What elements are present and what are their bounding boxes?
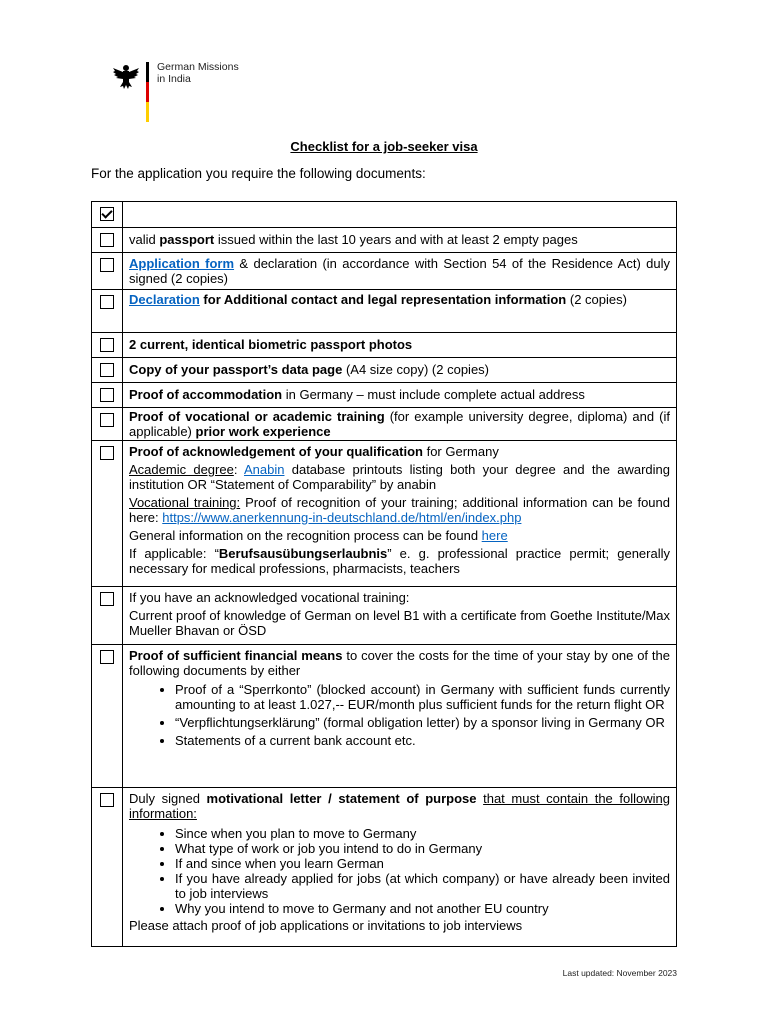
checkbox[interactable]	[100, 363, 114, 377]
checkbox[interactable]	[100, 793, 114, 807]
recognition-url-link[interactable]: https://www.anerkennung-in-deutschland.de/html/en/index.php	[162, 510, 522, 525]
checkbox[interactable]	[100, 295, 114, 309]
intro-text: For the application you require the following documents:	[91, 166, 426, 181]
checkbox[interactable]	[100, 388, 114, 402]
item-passport-copy: Copy of your passport’s data page (A4 size copy) (2 copies)	[123, 358, 677, 383]
checked-checkbox-icon[interactable]	[100, 207, 114, 221]
table-row	[92, 441, 677, 587]
list-item: • Statements of a current bank account etc.	[175, 733, 670, 748]
item-photos: 2 current, identical biometric passport photos	[123, 333, 677, 358]
table-row	[92, 290, 677, 333]
list-item: • If you have already applied for jobs (at which company) or have already been invited to job interviews	[175, 871, 670, 901]
table-row	[92, 333, 677, 358]
financial-means-list	[129, 682, 670, 748]
list-item: • Since when you plan to move to Germany	[175, 826, 670, 841]
organization-name	[157, 61, 239, 85]
item-acknowledgement: Proof of acknowledgement of your qualification for Germany Academic degree: Anabin database printouts listing both your degree and the awarding institution OR “Statement of Comparability” by anabin Vocational training: Proof of recognition of your training; additional information can be found here: https://www.anerkennung-in-deutschland.de/html/en/index.php General information on the recognition process can be found here If applicable: “Berufsausübungserlaubnis” e. g. professional practice permit; generally necessary for medical professions, pharmacists, teachers	[123, 441, 677, 587]
item-motivational-letter: Duly signed motivational letter / statement of purpose that must contain the following information: • Since when you plan to move to Germany • What type of work or job you intend to do in Germany • If and since when you learn German • If you have already applied for jobs (at which company) or have already been invited to job interviews • Why you intend to move to Germany and not another EU country Please attach proof of job applications or invitations to job interviews	[123, 788, 677, 947]
last-updated-footer: Last updated: November 2023	[562, 968, 677, 978]
item-financial-means: Proof of sufficient financial means to cover the costs for the time of your stay by one of the following documents by either • Proof of a “Sperrkonto” (blocked account) in Germany with sufficient funds currently amounting to at least 1.027,-- EUR/month plus sufficient funds for the return flight OR • “Verpflichtungserklärung” (formal obligation letter) by a sponsor living in Germany OR • Statements of a current bank account etc.	[123, 645, 677, 788]
table-row	[92, 788, 677, 947]
table-row	[92, 587, 677, 645]
item-accommodation: Proof of accommodation in Germany – must include complete actual address	[123, 383, 677, 408]
org-line-1: German Missions	[157, 61, 239, 73]
item-passport: valid passport issued within the last 10 years and with at least 2 empty pages	[123, 228, 677, 253]
header-empty-cell	[123, 202, 677, 228]
german-flag-stripe	[146, 62, 149, 122]
table-row	[92, 253, 677, 290]
page-title: Checklist for a job-seeker visa	[290, 139, 478, 154]
table-header-row	[92, 202, 677, 228]
table-row	[92, 383, 677, 408]
list-item: • What type of work or job you intend to do in Germany	[175, 841, 670, 856]
anabin-link[interactable]: Anabin	[243, 462, 285, 477]
here-link[interactable]: here	[481, 528, 508, 543]
item-training: Proof of vocational or academic training (for example university degree, diploma) and (if applicable) prior work experience	[123, 408, 677, 441]
table-row	[92, 358, 677, 383]
federal-eagle-icon	[112, 62, 140, 90]
item-declaration: Declaration for Additional contact and legal representation information (2 copies)	[123, 290, 677, 333]
checkbox[interactable]	[100, 446, 114, 460]
table-row	[92, 645, 677, 788]
list-item: • Proof of a “Sperrkonto” (blocked account) in Germany with sufficient funds currently amounting to at least 1.027,-- EUR/month plus sufficient funds for the return flight OR	[175, 682, 670, 712]
list-item: • Why you intend to move to Germany and not another EU country	[175, 901, 670, 916]
declaration-link[interactable]: Declaration	[129, 292, 200, 307]
application-form-link[interactable]: Application form	[129, 256, 235, 271]
checklist-table	[91, 201, 677, 947]
checkbox[interactable]	[100, 592, 114, 606]
table-row	[92, 408, 677, 441]
header-checkbox-cell	[92, 202, 123, 228]
motivational-letter-list	[129, 826, 670, 916]
checkbox[interactable]	[100, 650, 114, 664]
checkbox[interactable]	[100, 413, 114, 427]
checkbox[interactable]	[100, 233, 114, 247]
list-item: • “Verpflichtungserklärung” (formal obligation letter) by a sponsor living in Germany OR	[175, 715, 670, 730]
org-line-2: in India	[157, 73, 191, 85]
checkbox[interactable]	[100, 258, 114, 272]
item-application-form: Application form & declaration (in accordance with Section 54 of the Residence Act) duly signed (2 copies)	[123, 253, 677, 290]
table-row	[92, 228, 677, 253]
list-item: • If and since when you learn German	[175, 856, 670, 871]
checkbox[interactable]	[100, 338, 114, 352]
item-german-language: If you have an acknowledged vocational training: Current proof of knowledge of German on level B1 with a certificate from Goethe Institute/Max Mueller Bhavan or ÖSD	[123, 587, 677, 645]
